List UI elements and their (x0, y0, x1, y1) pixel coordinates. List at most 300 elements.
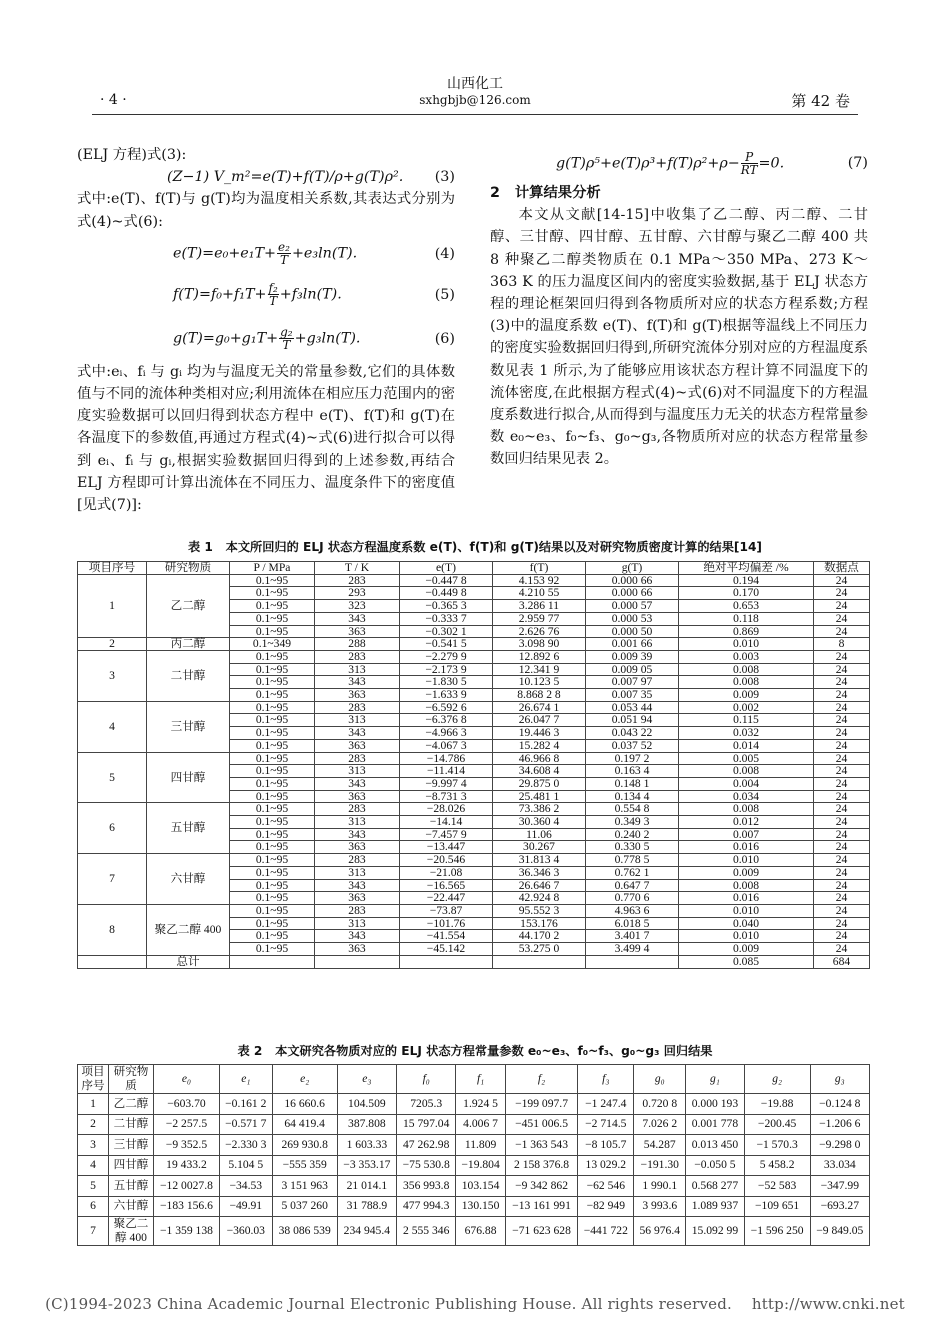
table-cell: −13.447 (400, 841, 493, 854)
table-cell: 0.008 (679, 663, 814, 676)
table-cell: 4 (78, 1155, 109, 1176)
table-cell: 0.1~95 (230, 803, 315, 816)
table-cell: 24 (814, 892, 870, 905)
table-cell: 15.092 99 (686, 1217, 744, 1246)
row-id-cell: 3 (78, 650, 147, 701)
table-cell: −22.447 (400, 892, 493, 905)
table2-header-cell: f₀ (397, 1065, 456, 1094)
table-cell: −109 651 (744, 1196, 810, 1217)
table2-header-cell: e₃ (337, 1065, 396, 1094)
table2-header-row (78, 1065, 870, 1094)
table-cell: −41.554 (400, 930, 493, 943)
table-cell: 二甘醇 (109, 1114, 154, 1135)
table-cell: −11.414 (400, 765, 493, 778)
table-cell: 三甘醇 (109, 1135, 154, 1156)
eq5-number: (5) (434, 286, 455, 303)
eq6-pre: g(T)=g₀+g₁T+ (173, 330, 279, 347)
table-cell: 31.813 4 (493, 854, 586, 867)
table1-header-cell: g(T) (586, 562, 679, 575)
table-cell: −360.03 (219, 1217, 272, 1246)
row-id-cell: 4 (78, 701, 147, 752)
row-id-cell: 7 (78, 854, 147, 905)
journal-title (92, 76, 858, 108)
table-cell: 7 (78, 1217, 109, 1246)
table-cell: 343 (315, 930, 400, 943)
table-cell: 363 (315, 739, 400, 752)
table-row (78, 650, 870, 663)
eq4-post: +e₃ln(T). (291, 245, 358, 262)
table-cell: 24 (814, 752, 870, 765)
eq4-pre: e(T)=e₀+e₁T+ (173, 245, 277, 262)
table-cell: 293 (315, 587, 400, 600)
table-cell: 283 (315, 650, 400, 663)
table-cell: 0.115 (679, 714, 814, 727)
table-cell: 0.001 778 (686, 1114, 744, 1135)
table-cell: 0.1~95 (230, 663, 315, 676)
table-cell: 19.446 3 (493, 727, 586, 740)
table-cell: −19.88 (744, 1094, 810, 1115)
table-cell: 0.004 (679, 777, 814, 790)
table-cell: 11.809 (456, 1135, 505, 1156)
table-cell: 0.1~95 (230, 714, 315, 727)
table-cell: 3.401 7 (586, 930, 679, 943)
table-cell: −13 161 991 (505, 1196, 578, 1217)
table-cell: −71 623 628 (505, 1217, 578, 1246)
table-cell: 1.924 5 (456, 1094, 505, 1115)
table-cell: −16.565 (400, 879, 493, 892)
table-cell: 0.869 (679, 625, 814, 638)
substance-cell: 三甘醇 (147, 701, 230, 752)
equation-3 (77, 166, 455, 188)
table-cell: −347.99 (810, 1176, 869, 1197)
table-cell (315, 955, 400, 968)
table-cell (78, 955, 147, 968)
table-cell: 24 (814, 866, 870, 879)
table-cell: 2.626 76 (493, 625, 586, 638)
table-cell: 283 (315, 904, 400, 917)
eq4-den: T (279, 253, 288, 268)
table-cell: 24 (814, 689, 870, 702)
eq5-post: +f₃ln(T). (279, 286, 342, 303)
row-id-cell: 1 (78, 574, 147, 638)
table-cell: 25.481 1 (493, 790, 586, 803)
table-cell: 288 (315, 638, 400, 651)
table2-header-cell: e₁ (219, 1065, 272, 1094)
table-cell: 0.008 (679, 879, 814, 892)
table-cell: 26.646 7 (493, 879, 586, 892)
eq6-num: g₂ (280, 325, 293, 340)
table-cell: 24 (814, 816, 870, 829)
table-cell: 0.009 39 (586, 650, 679, 663)
table2-header-cell: g₀ (634, 1065, 686, 1094)
table-cell: 64 419.4 (272, 1114, 337, 1135)
table-cell: −0.161 2 (219, 1094, 272, 1115)
table-cell: 0.1~95 (230, 828, 315, 841)
table-cell: 4.153 92 (493, 574, 586, 587)
eq6-fraction (279, 326, 294, 351)
table-cell: 343 (315, 777, 400, 790)
table-cell: 0.197 2 (586, 752, 679, 765)
table-cell: 24 (814, 930, 870, 943)
table-cell: 0.1~95 (230, 943, 315, 956)
table1 (77, 561, 870, 969)
table-cell: 46.966 8 (493, 752, 586, 765)
table-cell: −101.76 (400, 917, 493, 930)
table-cell: 12.892 6 (493, 650, 586, 663)
table-cell: 0.012 (679, 816, 814, 829)
table-cell: 363 (315, 943, 400, 956)
table-cell: −19.804 (456, 1155, 505, 1176)
table-cell: 30.267 (493, 841, 586, 854)
table-cell: −555 359 (272, 1155, 337, 1176)
table-cell: 323 (315, 600, 400, 613)
table-cell: 363 (315, 841, 400, 854)
table-cell: −1.633 9 (400, 689, 493, 702)
table-cell: 0.040 (679, 917, 814, 930)
table-cell: −1 247.4 (578, 1094, 634, 1115)
table-row (78, 1114, 870, 1135)
table-cell: 26.047 7 (493, 714, 586, 727)
total-aad: 0.085 (679, 955, 814, 968)
table-cell: 104.509 (337, 1094, 396, 1115)
right-paragraph-1: 本文从文献[14-15]中收集了乙二醇、丙二醇、二甘醇、三甘醇、四甘醇、五甘醇、六甘醇与聚乙二醇 400 共 8 种聚乙二醇类物质在 0.1 MPa～350 MPa、273 K～363 K 的压力温度区间内的密度实验数据,基于 ELJ 状态方程的理论框架回归得到各物质所对应的状态方程系数;方程(3)中的温度系数 e(T)、f(T)和 g(T)根据等温线上不同压力的密度实验数据回归得到,所研究流体分别对应的方程温度系数见表 1 所示,为了能够应用该状态方程计算不同温度下的流体密度,在此根据方程式(4)~式(6)对不同温度下的方程温度系数进行拟合,从而得到与温度压力无关的状态方程常量参数 e₀~e₃、f₀~f₃、g₀~g₃,各物质所对应的状态方程常量参数回归结果见表 2。 (490, 207, 868, 468)
table-cell: 24 (814, 663, 870, 676)
table-cell: −73.87 (400, 904, 493, 917)
table-cell: 343 (315, 828, 400, 841)
table-cell: 0.1~95 (230, 904, 315, 917)
row-id-cell: 8 (78, 904, 147, 955)
table-cell: −191.30 (634, 1155, 686, 1176)
table-cell: −8.731 3 (400, 790, 493, 803)
table-cell: 283 (315, 803, 400, 816)
table-cell: 0.009 (679, 689, 814, 702)
table-cell: 6.018 5 (586, 917, 679, 930)
eq5-pre: f(T)=f₀+f₁T+ (173, 286, 267, 303)
table-cell: 0.1~95 (230, 930, 315, 943)
table-cell: 153.176 (493, 917, 586, 930)
table-cell: 0.009 (679, 943, 814, 956)
table-cell: 24 (814, 727, 870, 740)
table-cell: 0.000 57 (586, 600, 679, 613)
table-cell: 33.034 (810, 1155, 869, 1176)
table-cell: −9 849.05 (810, 1217, 869, 1246)
eq5-fraction (268, 282, 279, 307)
table-cell: 0.1~95 (230, 739, 315, 752)
table-cell: 乙二醇 (109, 1094, 154, 1115)
table-cell: 30.360 4 (493, 816, 586, 829)
table-cell: 0.148 1 (586, 777, 679, 790)
table-cell: 0.1~95 (230, 752, 315, 765)
table-cell: −199 097.7 (505, 1094, 578, 1115)
table-cell: 0.554 8 (586, 803, 679, 816)
substance-cell: 丙二醇 (147, 638, 230, 651)
table-cell: −1 596 250 (744, 1217, 810, 1246)
table-cell: 24 (814, 917, 870, 930)
table-cell: 0.034 (679, 790, 814, 803)
table-cell: −200.45 (744, 1114, 810, 1135)
eq6-den: T (282, 338, 291, 353)
table-cell: 24 (814, 612, 870, 625)
table-cell: 0.762 1 (586, 866, 679, 879)
eq7-pre: g(T)ρ⁵+e(T)ρ³+f(T)ρ²+ρ− (556, 155, 740, 171)
left-paragraph-3: 式中:eᵢ、fᵢ 与 gᵢ 均为与温度无关的常量参数,它们的具体数值与不同的流体种类相对应;利用流体在相应压力范围内的密度实验数据可以回归得到状态方程中 e(T)、f(T)和 g(T)在各温度下的参数值,再通过方程式(4)~式(6)进行拟合可以得到 eᵢ、fᵢ 与 gᵢ,根据实验数据回归得到的上述参数,再结合 ELJ 方程即可计算出流体在不同压力、温度条件下的密度值[见式(7)]: (77, 363, 455, 514)
table-cell: 24 (814, 790, 870, 803)
table-cell: 0.032 (679, 727, 814, 740)
table-cell: 0.647 7 (586, 879, 679, 892)
table-cell: 0.1~95 (230, 816, 315, 829)
table-cell: 29.875 0 (493, 777, 586, 790)
table-cell: 343 (315, 727, 400, 740)
table-cell: 7205.3 (397, 1094, 456, 1115)
table-cell: 0.007 97 (586, 676, 679, 689)
table-cell: 0.016 (679, 892, 814, 905)
table-row (78, 1094, 870, 1115)
table-cell: 53.275 0 (493, 943, 586, 956)
table-row (78, 752, 870, 765)
table-cell: −20.546 (400, 854, 493, 867)
left-column (77, 144, 455, 516)
table-cell: 24 (814, 676, 870, 689)
table-cell: −6.592 6 (400, 701, 493, 714)
table-cell: 0.051 94 (586, 714, 679, 727)
table-cell: −9 352.5 (154, 1135, 220, 1156)
table1-header-cell: 研究物质 (147, 562, 230, 575)
table-cell: 0.1~95 (230, 612, 315, 625)
table-cell: −693.27 (810, 1196, 869, 1217)
table-cell: −21.08 (400, 866, 493, 879)
equation-5 (77, 273, 455, 317)
table-row (78, 854, 870, 867)
right-column (490, 144, 868, 471)
substance-cell: 聚乙二醇 400 (147, 904, 230, 955)
table-cell: 3.499 4 (586, 943, 679, 956)
table-cell: 0.240 2 (586, 828, 679, 841)
table-cell: 4.210 55 (493, 587, 586, 600)
table-cell: 1 603.33 (337, 1135, 396, 1156)
table-cell: −82 949 (578, 1196, 634, 1217)
table-cell: 3 (78, 1135, 109, 1156)
table-cell: 0.778 5 (586, 854, 679, 867)
table-cell: 31 788.9 (337, 1196, 396, 1217)
table-cell: 3 993.6 (634, 1196, 686, 1217)
table-cell: 24 (814, 714, 870, 727)
table-cell: −2.173 9 (400, 663, 493, 676)
table-cell: 0.008 (679, 676, 814, 689)
total-label: 总计 (147, 955, 230, 968)
table-cell (493, 955, 586, 968)
table-cell: 387.808 (337, 1114, 396, 1135)
row-id-cell: 5 (78, 752, 147, 803)
substance-cell: 四甘醇 (147, 752, 230, 803)
table-cell: 363 (315, 689, 400, 702)
table-cell: −2 257.5 (154, 1114, 220, 1135)
table-cell: 0.008 (679, 765, 814, 778)
journal-email: sxhgbjb@126.com (419, 93, 531, 107)
table-cell: 313 (315, 714, 400, 727)
table-cell: 0.134 4 (586, 790, 679, 803)
table-cell: −12 0027.8 (154, 1176, 220, 1197)
table-cell: 0.016 (679, 841, 814, 854)
table-cell: −441 722 (578, 1217, 634, 1246)
table-cell: 2 (78, 1114, 109, 1135)
eq4-num: e₂ (278, 240, 290, 255)
table2-header-cell: g₁ (686, 1065, 744, 1094)
table-cell: 0.1~95 (230, 854, 315, 867)
table-cell: −183 156.6 (154, 1196, 220, 1217)
table-cell: 0.000 66 (586, 587, 679, 600)
table-cell: −62 546 (578, 1176, 634, 1197)
table-cell: 283 (315, 701, 400, 714)
copyright-footer: (C)1994-2023 China Academic Journal Electronic Publishing House. All rights reserved. http://www.cnki.net (45, 1295, 905, 1313)
table-cell: 0.009 (679, 866, 814, 879)
table-cell: 0.1~95 (230, 727, 315, 740)
table-cell: 0.1~95 (230, 765, 315, 778)
table-cell: 0.194 (679, 574, 814, 587)
table-cell: −6.376 8 (400, 714, 493, 727)
table-cell: 0.005 (679, 752, 814, 765)
table-cell: −0.571 7 (219, 1114, 272, 1135)
table-cell: 343 (315, 879, 400, 892)
table-cell: −45.142 (400, 943, 493, 956)
table-cell: 0.349 3 (586, 816, 679, 829)
eq3-body: (Z−1) V_m²=e(T)+f(T)/ρ+g(T)ρ². (167, 169, 404, 186)
table-cell: 24 (814, 904, 870, 917)
table2-header-cell: g₃ (810, 1065, 869, 1094)
table-cell: −2.279 9 (400, 650, 493, 663)
table-row (78, 904, 870, 917)
table-cell: 7.026 2 (634, 1114, 686, 1135)
table-cell: 3.286 11 (493, 600, 586, 613)
table-cell: 0.170 (679, 587, 814, 600)
table-cell: 0.010 (679, 854, 814, 867)
table1-header-row (78, 562, 870, 575)
table1-header-cell: 绝对平均偏差 /% (679, 562, 814, 575)
table2-body (78, 1094, 870, 1246)
table-cell (230, 955, 315, 968)
table-cell: −0.333 7 (400, 612, 493, 625)
table-cell: −0.365 3 (400, 600, 493, 613)
table-cell: 2.959 77 (493, 612, 586, 625)
table-cell: −9.298 0 (810, 1135, 869, 1156)
table-cell: −75 530.8 (397, 1155, 456, 1176)
table-cell: −52 583 (744, 1176, 810, 1197)
table-cell: 0.1~95 (230, 777, 315, 790)
table-cell: 343 (315, 612, 400, 625)
eq7-num: P (741, 151, 758, 164)
table-cell: 0.010 (679, 638, 814, 651)
table-cell: −0.541 5 (400, 638, 493, 651)
table-cell: −3 353.17 (337, 1155, 396, 1176)
table2-header-cell: f₃ (578, 1065, 634, 1094)
table-cell: 8 (814, 638, 870, 651)
substance-cell: 乙二醇 (147, 574, 230, 638)
table2-header-cell: f₂ (505, 1065, 578, 1094)
table-cell: 34.608 4 (493, 765, 586, 778)
eq7-number: (7) (847, 154, 868, 171)
table-cell: 24 (814, 777, 870, 790)
table1-header-cell: P / MPa (230, 562, 315, 575)
table-cell: −14.786 (400, 752, 493, 765)
table-cell: 0.1~95 (230, 625, 315, 638)
table-cell: −1.830 5 (400, 676, 493, 689)
table-cell: 10.123 5 (493, 676, 586, 689)
table-cell: 0.001 66 (586, 638, 679, 651)
table-cell: 3 151 963 (272, 1176, 337, 1197)
left-intro: (ELJ 方程)式(3): (77, 147, 187, 163)
table-cell: 0.010 (679, 930, 814, 943)
table1-header-cell: f(T) (493, 562, 586, 575)
section-heading: 2 计算结果分析 (490, 185, 601, 201)
table-cell: −9 342 862 (505, 1176, 578, 1197)
table-cell: 0.000 193 (686, 1094, 744, 1115)
table-cell: 24 (814, 765, 870, 778)
substance-cell: 六甘醇 (147, 854, 230, 905)
eq5-den: T (269, 294, 278, 309)
table-cell: 4.006 7 (456, 1114, 505, 1135)
table-cell: 0.1~95 (230, 676, 315, 689)
table-cell: 38 086 539 (272, 1217, 337, 1246)
table-cell: 54.287 (634, 1135, 686, 1156)
table2-header-cell: f₁ (456, 1065, 505, 1094)
table-row (78, 638, 870, 651)
table-cell: 24 (814, 587, 870, 600)
table-cell: 24 (814, 854, 870, 867)
table-cell: 6 (78, 1196, 109, 1217)
table-cell: 313 (315, 917, 400, 930)
table-row (78, 803, 870, 816)
table-cell: 0.1~95 (230, 689, 315, 702)
table-cell: 269 930.8 (272, 1135, 337, 1156)
table-cell: 95.552 3 (493, 904, 586, 917)
table-cell: 24 (814, 943, 870, 956)
table-cell: −49.91 (219, 1196, 272, 1217)
table1-header-cell: e(T) (400, 562, 493, 575)
table-cell: 24 (814, 879, 870, 892)
table-cell: 56 976.4 (634, 1217, 686, 1246)
table-cell: 15 797.04 (397, 1114, 456, 1135)
table-cell: 聚乙二醇 400 (109, 1217, 154, 1246)
table-cell: 283 (315, 752, 400, 765)
table-cell: −451 006.5 (505, 1114, 578, 1135)
table-cell: −2 714.5 (578, 1114, 634, 1135)
table-cell: 12.341 9 (493, 663, 586, 676)
eq7-den: RT (740, 162, 758, 177)
table-cell: 0.014 (679, 739, 814, 752)
table1-header-cell: 数据点 (814, 562, 870, 575)
table-cell: 283 (315, 854, 400, 867)
table-cell: 73.386 2 (493, 803, 586, 816)
table-cell: 313 (315, 866, 400, 879)
left-paragraph-2: 式中:e(T)、f(T)与 g(T)均为温度相关系数,其表达式分别为式(4)~式(6): (77, 191, 455, 230)
table-cell: 0.1~95 (230, 600, 315, 613)
table-cell: 13 029.2 (578, 1155, 634, 1176)
table-cell: −14.14 (400, 816, 493, 829)
table-cell: 313 (315, 765, 400, 778)
table1-body (78, 574, 870, 968)
table-cell: −0.302 1 (400, 625, 493, 638)
table-cell: 3.098 90 (493, 638, 586, 651)
table-cell: −7.457 9 (400, 828, 493, 841)
table-cell: 24 (814, 739, 870, 752)
table-cell: 24 (814, 701, 870, 714)
table-cell: 0.1~95 (230, 574, 315, 587)
table2-header-cell: e₀ (154, 1065, 220, 1094)
eq7-post: =0. (758, 155, 785, 171)
table-cell: 0.043 22 (586, 727, 679, 740)
table-cell: −34.53 (219, 1176, 272, 1197)
volume-label: 第 42 卷 (791, 92, 850, 110)
table-cell: −4.966 3 (400, 727, 493, 740)
